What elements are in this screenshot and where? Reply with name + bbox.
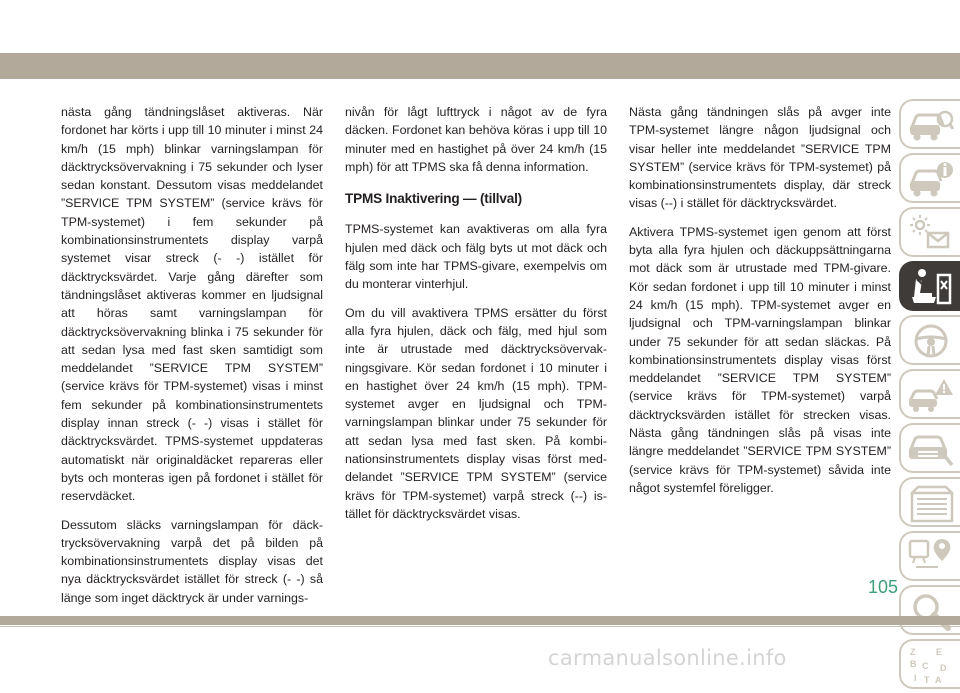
steering-wheel-icon — [908, 321, 954, 361]
text-column-1 — [61, 103, 323, 617]
paragraph: Om du vill avaktivera TPMS ersätter du först alla fyra hjulen, däck och fälg, med hjul som inte är utrustade med däcktrycksövervakningsgivare. Kör sedan fordonet i 10 minuter i en hastighet över 24 km/h (15 mph). TPM-systemet avger en ljudsignal och TPM-varningslampan blinkar under 75 sekunder för att sedan lysa med fast sken. På kombinationsinstrumentets display visas först meddelandet ”SERVICE TPM SYSTEM” (service krävs för TPM-systemet) varpå streck (--) istället för däcktrycksvärdet visas. — [345, 305, 607, 521]
text-column-2 — [345, 103, 607, 533]
watermark-text: carmanualsonline.info — [548, 646, 787, 670]
paragraph: Nästa gång tändningen slås på avger inte TPM-systemet längre någon ljudsignal och visar heller inte meddelandet ”SERVICE TPM SYSTEM” (service krävs för TPM-systemet) på kombinationsinstrumentets display, där streck visas (--) i stället för däcktrycksvärdet. — [629, 105, 891, 211]
page-number: 105 — [868, 577, 899, 597]
tab-safety[interactable] — [899, 261, 960, 311]
index-letter: Z — [910, 647, 916, 657]
seat-safety-icon — [908, 267, 954, 307]
index-letter: B — [910, 659, 917, 669]
tab-driving[interactable] — [899, 315, 960, 365]
index-letter: T — [924, 675, 930, 685]
tab-car-info[interactable] — [899, 99, 960, 149]
tab-warning-lights[interactable] — [899, 207, 960, 257]
index-icon — [908, 645, 954, 685]
index-letter: C — [922, 661, 929, 671]
tab-emergency[interactable] — [899, 369, 960, 419]
car-info-icon — [908, 105, 954, 145]
header-band — [0, 53, 960, 79]
footer-band — [0, 616, 960, 625]
maintenance-car-icon — [908, 429, 954, 469]
paragraph: TPMS-systemet kan avaktiveras om alla fyra hjulen med däck och fälg byts ut mot däck och fälg som inte har TPMS-givare, exempelvis om du monterar vinterhjul. — [345, 222, 607, 292]
index-letter: A — [935, 675, 942, 685]
index-letter: E — [936, 647, 943, 657]
warning-lights-icon — [908, 213, 954, 253]
text-column-3 — [629, 103, 891, 507]
tab-multimedia[interactable] — [899, 531, 960, 581]
paragraph: Aktivera TPMS-systemet igen genom att först byta alla fyra hjulen och däckuppsättningarna mot däck som är utrustade med TPM-givare. Kör sedan fordonet i upp till 10 minuter i minst 24 km/h (15 mph). TPM-systemet avger en ljudsignal och TPM-varningslampan blinkar under 75 sekunder för att sedan släckas. På kombinationsinstrumentets display visas först meddelandet ”SERVICE TPM SYSTEM” (service krävs för TPM-systemet) varpå däcktrycksvärden istället för strecken visas. Nästa gång tändningen slås på visas inte längre meddelandet ”SERVICE TPM SYSTEM” (service krävs för TPM-systemet) såvida inte något systemfel föreligger. — [629, 224, 891, 495]
paragraph: nivån för lågt lufttryck i något av de fyra däcken. Fordonet kan behöva köras i upp till 10 minuter med en hastighet på över 24 km/h (15 mph) för att TPMS ska få denna information. — [345, 105, 607, 174]
footer-divider — [0, 626, 960, 627]
tab-index[interactable] — [899, 639, 960, 689]
technical-data-icon — [908, 483, 954, 523]
paragraph: nästa gång tändningslåset aktiveras. När fordonet har körts i upp till 10 minuter i minst 24 km/h (15 mph) blinkar varningslampan för däcktrycksövervakning i 75 sekunder och lyser sedan konstant. Dessutom visas meddelandet ”SERVICE TPM SYSTEM” (service krävs för TPM-systemet) i fem sekunder på kombinationsinstrumentets display varpå systemet visar streck (- -) istället för däcktrycksvärdet. Varje gång därefter som tändningslåset aktiveras kommer en ljudsignal att höras samt varningslampan för däcktrycksövervakning blinka i 75 sekunder för att sedan lysa med fast sken samtidigt som meddelandet ”SERVICE TPM SYSTEM” (service krävs för TPM-systemet) visas i minst fem sekunder på kombinationsinstrumentets display innan streck (- -) visas i stället för däcktrycksvärdet. TPMS-systemet uppdateras automatiskt när originaldäcket repareras eller byts och monteras igen på fordonet i stället för reservdäcket. — [61, 105, 323, 504]
tab-technical-data[interactable] — [899, 477, 960, 527]
search-icon — [908, 591, 954, 631]
index-letter: I — [914, 673, 917, 683]
roadside-warning-icon — [908, 375, 954, 415]
paragraph: Dessutom släcks varningslampan för däcktrycksövervakning varpå det på bilden på kombinationsinstrumentets display visas det nya däcktrycksvärdet istället för streck (- -) så länge som inget däcktryck är under varnings- — [61, 517, 323, 605]
tab-maintenance[interactable] — [899, 423, 960, 473]
car-info-circle-icon — [908, 159, 954, 199]
tab-search[interactable] — [899, 585, 960, 635]
section-heading: TPMS Inaktivering — (tillval) — [345, 191, 522, 207]
chapter-tabs — [899, 99, 960, 693]
multimedia-icon — [908, 537, 954, 577]
tab-car-information[interactable] — [899, 153, 960, 203]
index-letter: D — [940, 663, 947, 673]
